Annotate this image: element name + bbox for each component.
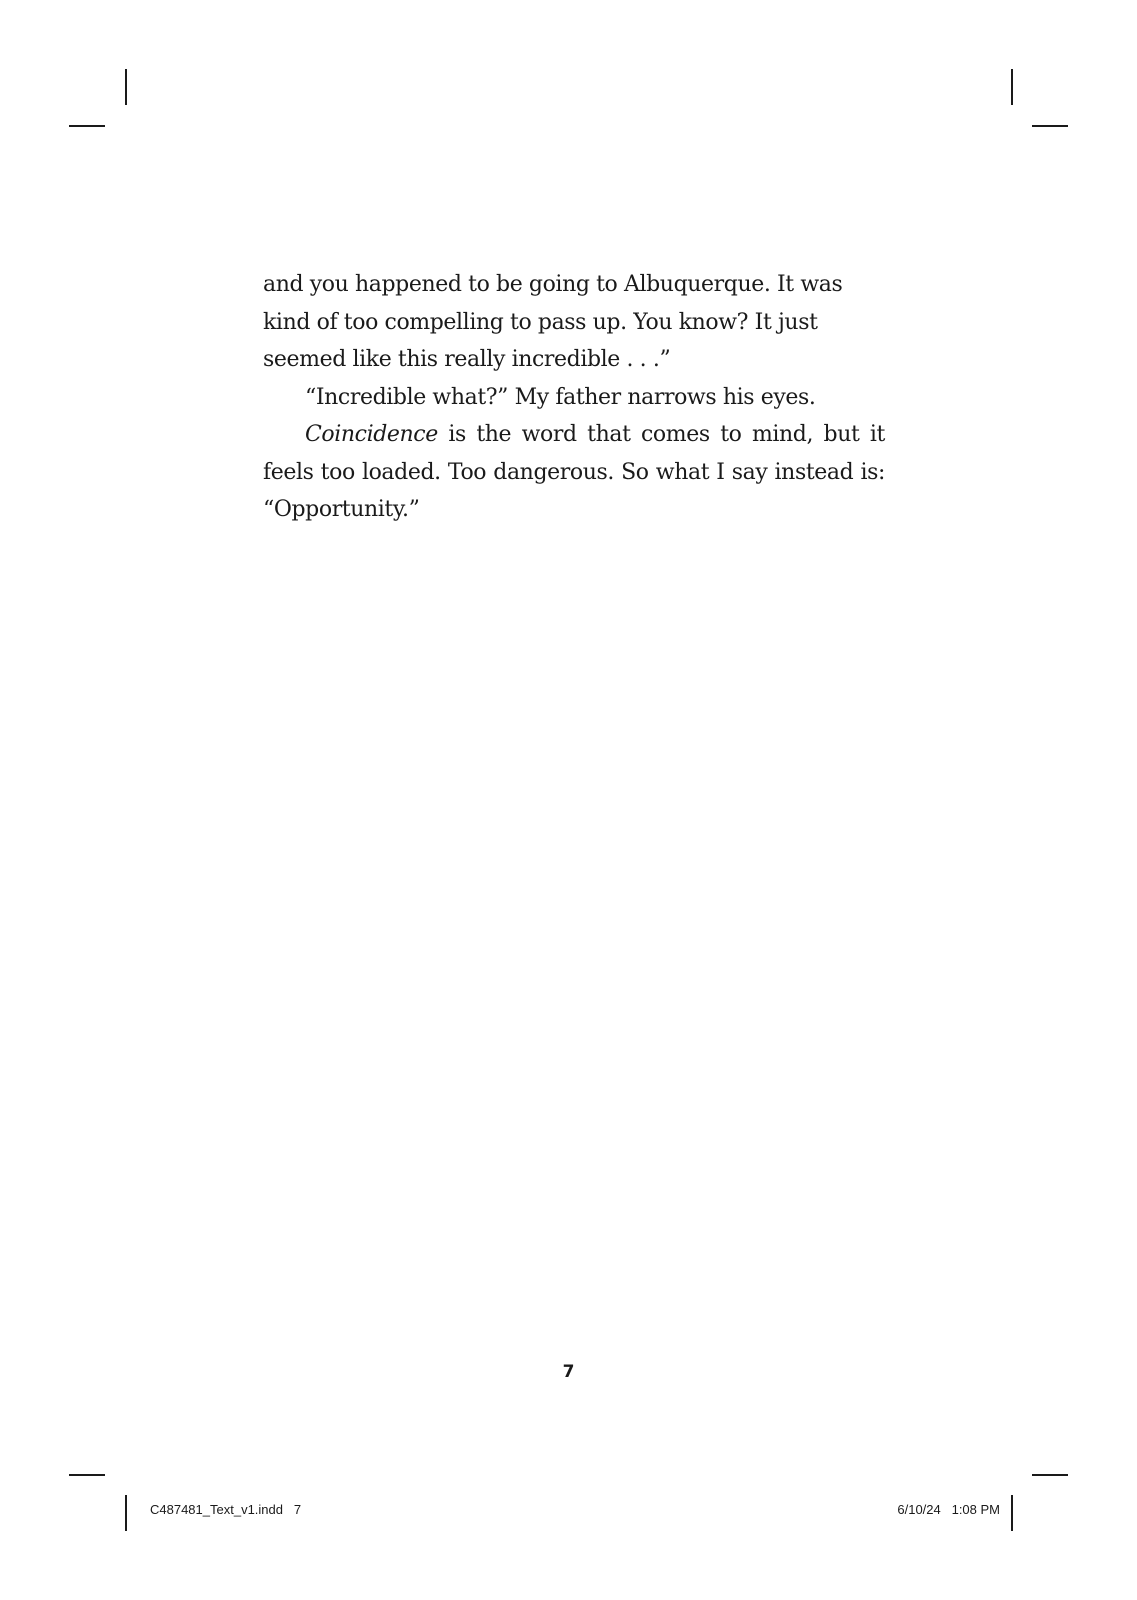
paragraph-2: “Incredible what?” My father narrows his eyes.	[305, 384, 816, 410]
crop-mark-bottom-left-horizontal	[69, 1474, 105, 1476]
crop-mark-top-right-horizontal	[1032, 125, 1068, 127]
crop-mark-bottom-right-vertical	[1011, 1495, 1013, 1531]
crop-mark-top-right-vertical	[1011, 69, 1013, 105]
crop-mark-top-left-vertical	[125, 69, 127, 105]
crop-mark-top-left-horizontal	[69, 125, 105, 127]
slug-filename: C487481_Text_v1.indd 7	[150, 1502, 302, 1517]
crop-mark-bottom-right-horizontal	[1032, 1474, 1068, 1476]
italic-word: Coincidence	[305, 422, 438, 447]
page-number: 7	[562, 1362, 575, 1382]
paragraph-3-rest: is the word that comes to mind, but it feels too loaded. Too dangerous. So what I say instead is: “Opportunity.”	[263, 422, 885, 522]
slug-timestamp: 6/10/24 1:08 PM	[897, 1502, 1000, 1517]
crop-mark-bottom-left-vertical	[125, 1495, 127, 1531]
paragraph-3	[263, 416, 885, 529]
body-text	[263, 266, 885, 529]
paragraph-1: and you happened to be going to Albuquerque. It was kind of too compelling to pass up. You know? It just seemed like this really incredible . . .”	[263, 272, 843, 372]
